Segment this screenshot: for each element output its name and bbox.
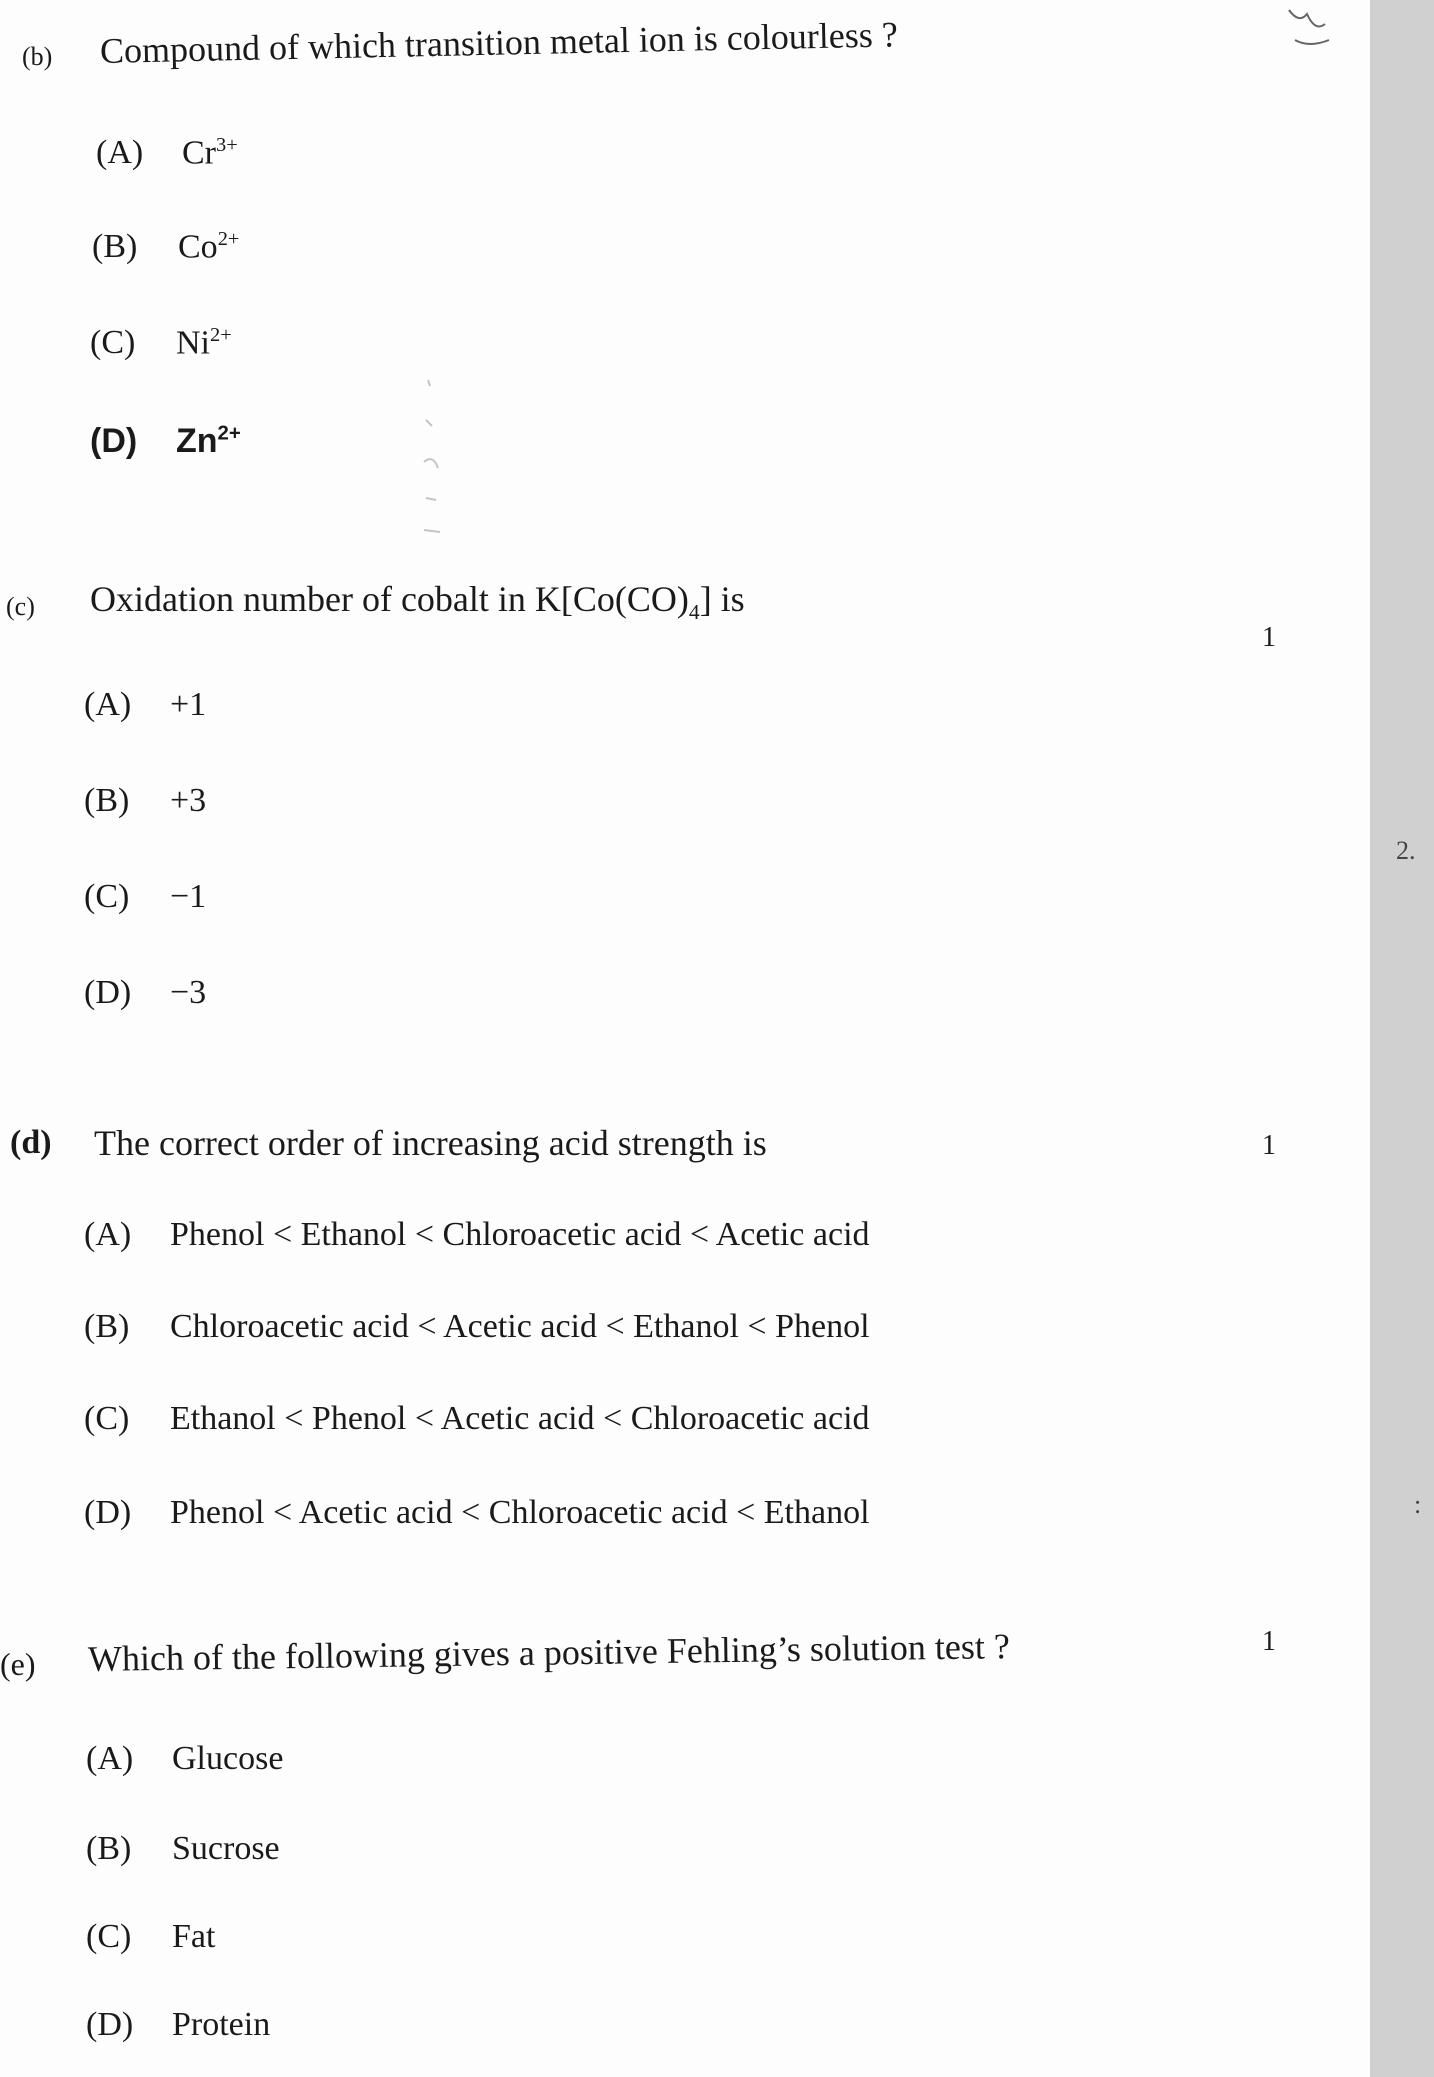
option-label: (D) (84, 974, 132, 1011)
option-text: Protein (172, 2006, 271, 2043)
ion-charge: 3+ (216, 134, 238, 156)
option-label: (B) (84, 782, 130, 819)
question-text-part: ] is (699, 579, 745, 619)
option-label: (A) (86, 1740, 134, 1777)
option-c (86, 1918, 215, 1956)
ion-charge: 2+ (217, 228, 240, 250)
question-text: Compound of which transition metal ion is colourless ? (99, 14, 899, 71)
option-text: Phenol < Ethanol < Chloroacetic acid < Acetic acid (170, 1216, 870, 1253)
option-label: (B) (92, 228, 138, 266)
ion-charge: 2+ (210, 324, 232, 346)
option-d (84, 974, 206, 1012)
option-text: Phenol < Acetic acid < Chloroacetic acid < Ethanol (170, 1494, 870, 1531)
question-text: Which of the following gives a positive Fehling’s solution test ? (87, 1626, 1011, 1679)
question-label: (c) (6, 592, 35, 621)
option-label: (D) (86, 2006, 134, 2043)
ion-symbol: Zn (176, 422, 218, 460)
option-text: Ethanol < Phenol < Acetic acid < Chloroacetic acid (170, 1400, 870, 1437)
option-d (86, 2006, 270, 2044)
option-a (84, 1216, 870, 1254)
option-text (182, 134, 238, 172)
option-label: (A) (84, 1216, 132, 1253)
question-text (90, 578, 745, 625)
strip-mark-bottom: : (1414, 1490, 1422, 1519)
scan-noise-mark (418, 370, 448, 545)
question-marks: 1 (1262, 622, 1276, 653)
option-label: (C) (86, 1918, 132, 1955)
option-b (84, 1308, 870, 1346)
option-text: −3 (170, 974, 207, 1011)
option-b (86, 1830, 280, 1868)
option-text: Chloroacetic acid < Acetic acid < Ethanol < Phenol (170, 1308, 870, 1345)
option-d (90, 422, 241, 461)
question-text-part: Oxidation number of cobalt in K[Co(CO) (90, 579, 689, 619)
option-text (178, 228, 239, 266)
question-label: (e) (0, 1646, 36, 1682)
ion-symbol: Ni (176, 324, 210, 362)
option-text: +1 (170, 686, 207, 723)
option-label: (C) (90, 324, 136, 362)
option-text: Glucose (172, 1740, 284, 1777)
option-label: (C) (84, 878, 130, 915)
option-label: (A) (96, 134, 144, 172)
question-label: (b) (22, 42, 53, 71)
option-label: (C) (84, 1400, 130, 1437)
option-text: −1 (170, 878, 207, 915)
option-label: (D) (90, 422, 138, 460)
option-text: +3 (170, 782, 207, 819)
question-marks: 1 (1262, 1130, 1276, 1161)
option-label: (B) (86, 1830, 132, 1867)
ion-charge: 2+ (217, 422, 241, 445)
scan-margin-strip (1370, 0, 1434, 2077)
option-c (90, 324, 232, 362)
option-a (86, 1740, 283, 1778)
option-c (84, 878, 206, 916)
strip-mark-top: 2. (1396, 836, 1416, 865)
option-label: (A) (84, 686, 132, 723)
option-text (176, 422, 241, 461)
ion-symbol: Co (178, 228, 218, 266)
option-label: (B) (84, 1308, 130, 1345)
option-b (84, 782, 206, 820)
option-c (84, 1400, 870, 1438)
option-b (92, 228, 239, 266)
question-text: The correct order of increasing acid strength is (94, 1123, 767, 1163)
ion-symbol: Cr (182, 134, 216, 172)
question-subscript: 4 (688, 600, 700, 625)
option-a (84, 686, 206, 724)
scan-smudge-icon (1285, 4, 1345, 63)
option-text (176, 324, 232, 362)
option-d (84, 1494, 870, 1532)
option-label: (D) (84, 1494, 132, 1531)
question-label: (d) (10, 1124, 52, 1161)
option-text: Sucrose (172, 1830, 280, 1867)
option-text: Fat (172, 1918, 216, 1955)
question-marks: 1 (1262, 1626, 1276, 1657)
option-a (96, 134, 238, 172)
